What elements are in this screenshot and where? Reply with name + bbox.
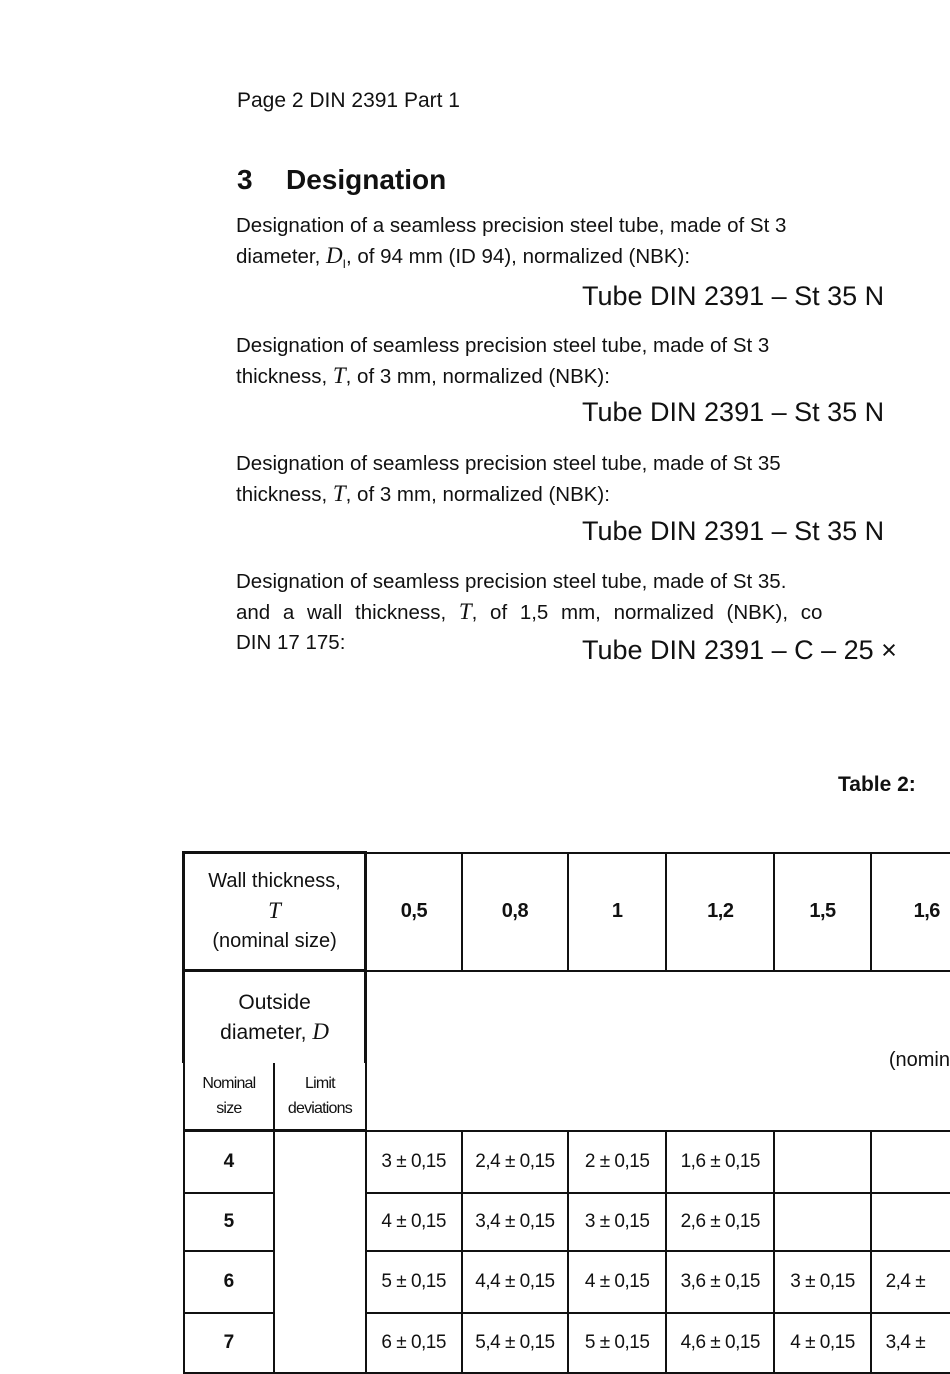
symbol: T (333, 363, 346, 388)
paragraph-line: diameter, $D_I$, of 94 mm (ID 94), normalized (NBK): (236, 241, 786, 279)
paragraph-line: Designation of a seamless precision steel tube, made of St 3 (236, 211, 786, 241)
designation-paragraph (236, 449, 781, 510)
thickness-col: 1,6 (871, 853, 950, 971)
designation-paragraph (236, 331, 769, 392)
limit-deviations-cell (274, 1131, 365, 1373)
paragraph-line: DIN 17 175: (236, 628, 822, 658)
nominal-size-header: Nominal size (184, 1063, 275, 1131)
paragraph-line: and a wall thickness, T, of 1,5 mm, normalized (NBK), co (236, 597, 822, 628)
outside-diameter-header: Outside diameter, D (184, 971, 366, 1063)
thickness-col: 1,5 (774, 853, 870, 971)
thickness-col: 0,8 (462, 853, 568, 971)
paragraph-line: thickness, T, of 3 mm, normalized (NBK): (236, 361, 769, 392)
paragraph-line: Designation of seamless precision steel tube, made of St 35. (236, 567, 822, 597)
designation-example: Tube DIN 2391 – C – 25 × (582, 635, 897, 666)
thickness-col: 1 (568, 853, 666, 971)
paragraph-line: thickness, T, of 3 mm, normalized (NBK): (236, 479, 781, 510)
paragraph-line: Designation of seamless precision steel tube, made of St 35 (236, 449, 781, 479)
paragraph-line: Designation of seamless precision steel tube, made of St 3 (236, 331, 769, 361)
page-header: Page 2 DIN 2391 Part 1 (237, 89, 460, 113)
symbol: D (326, 243, 343, 268)
table-row: 6 5 ± 0,15 4,4 ± 0,15 4 ± 0,15 3,6 ± 0,15 3 ± 0,15 2,4 ± (184, 1251, 950, 1313)
designation-example: Tube DIN 2391 – St 35 N (582, 397, 884, 428)
symbol: T (459, 599, 472, 624)
section-title: Designation (286, 164, 446, 195)
table-caption: Table 2: (838, 773, 916, 797)
designation-example: Tube DIN 2391 – St 35 N (582, 516, 884, 547)
section-number: 3 (237, 164, 286, 196)
nominal-size-caption: (nomin (366, 971, 950, 1131)
limit-deviations-header: Limit deviations (274, 1063, 365, 1131)
dimensions-table (182, 851, 950, 1374)
thickness-col: 0,5 (366, 853, 462, 971)
designation-example: Tube DIN 2391 – St 35 N (582, 281, 884, 312)
symbol: T (333, 481, 346, 506)
table-row: 4 3 ± 0,15 2,4 ± 0,15 2 ± 0,15 1,6 ± 0,15 (184, 1131, 950, 1193)
section-heading (237, 164, 446, 196)
table-row: 7 6 ± 0,15 5,4 ± 0,15 5 ± 0,15 4,6 ± 0,15 4 ± 0,15 3,4 ± (184, 1313, 950, 1373)
thickness-col: 1,2 (666, 853, 774, 971)
designation-paragraph (236, 211, 786, 279)
wall-thickness-header: Wall thickness, T (nominal size) (184, 853, 366, 971)
table-row: 5 4 ± 0,15 3,4 ± 0,15 3 ± 0,15 2,6 ± 0,15 (184, 1193, 950, 1251)
